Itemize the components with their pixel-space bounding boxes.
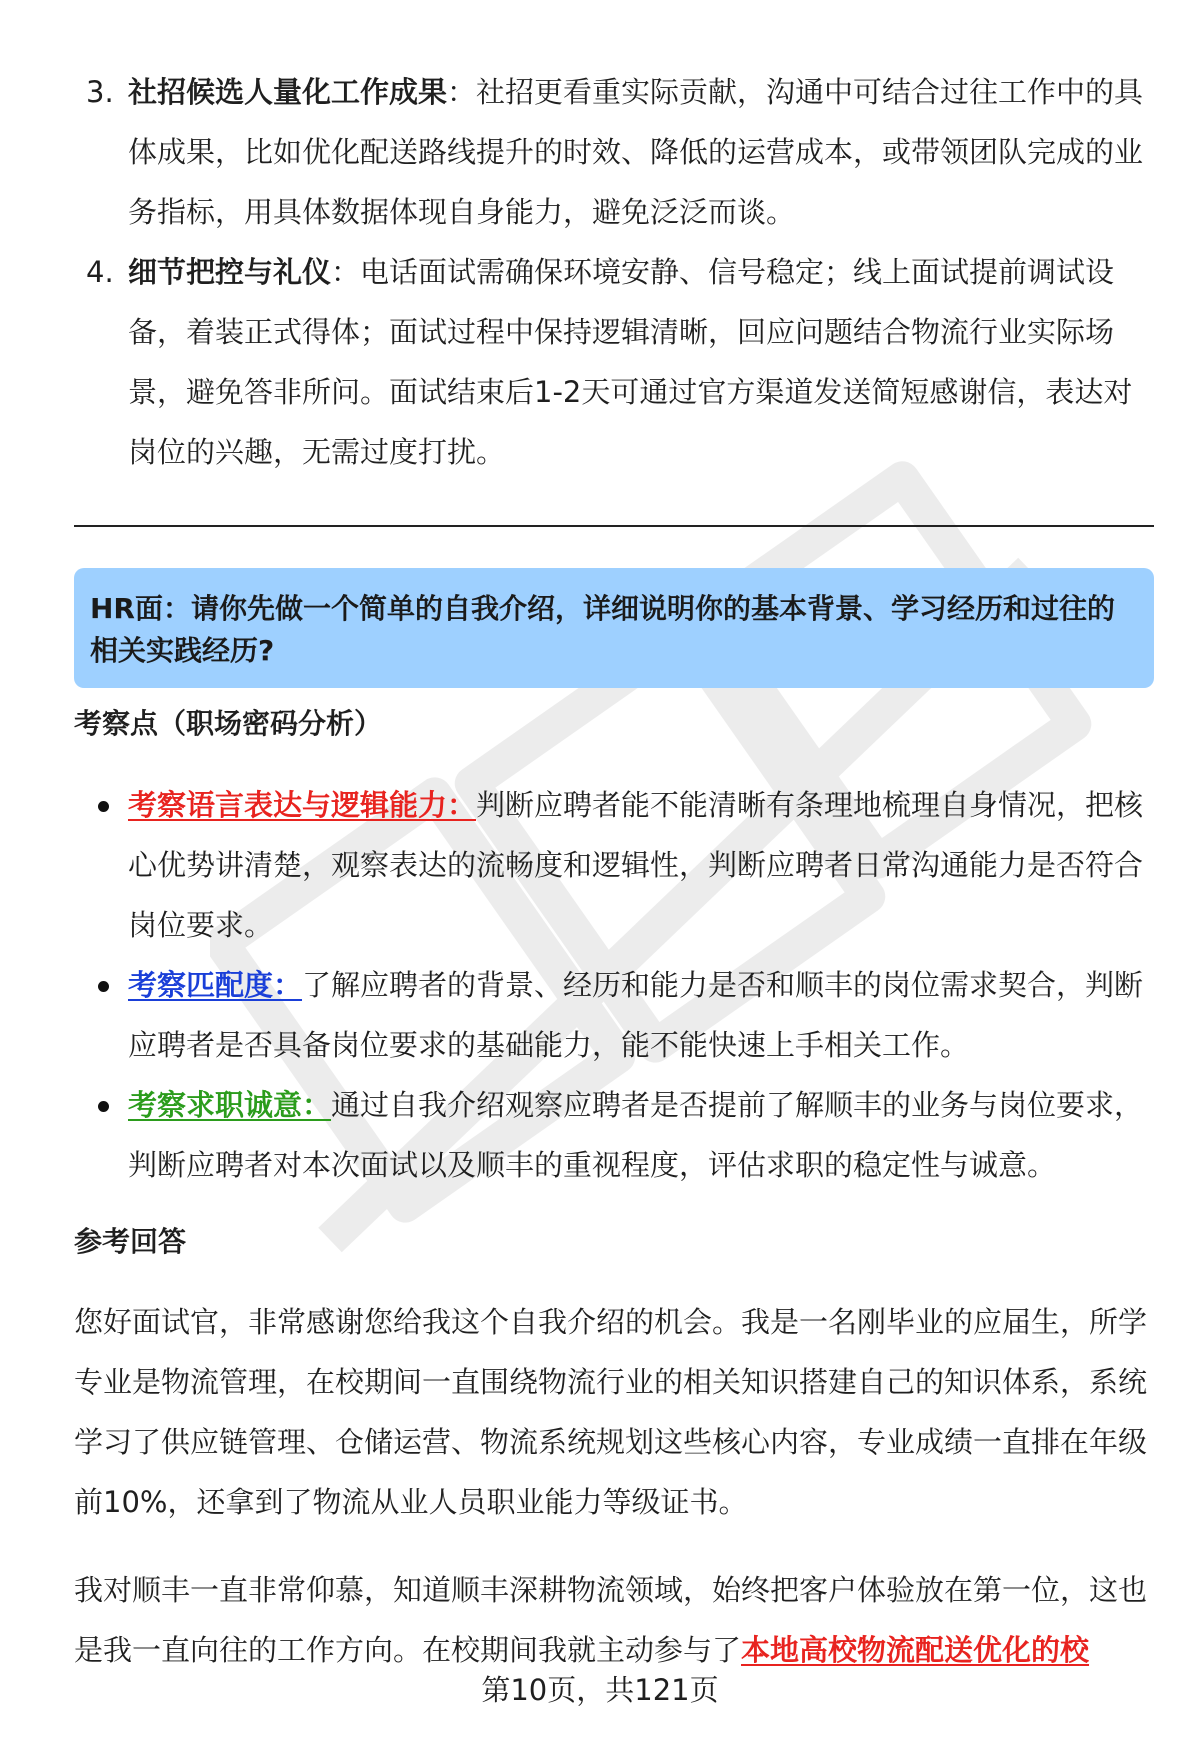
focus-point-match	[74, 955, 1154, 1075]
section-divider	[74, 525, 1154, 527]
item-title: 社招候选人量化工作成果	[128, 75, 448, 109]
answer-paragraph-2	[74, 1560, 1154, 1680]
item-title: 细节把控与礼仪	[128, 255, 332, 289]
focus-point-text: 判断应聘者能不能清晰有条理地梳理自身情况，把核心优势讲清楚，观察表达的流畅度和逻辑性，判断应聘者日常沟通能力是否符合岗位要求。	[128, 788, 1144, 942]
focus-point-label: 考察求职诚意：	[128, 1088, 332, 1122]
page-number: 第10页，共121页	[481, 1673, 719, 1707]
numbered-item-3	[74, 62, 1154, 242]
focus-heading: 考察点（职场密码分析）	[74, 707, 383, 740]
focus-point-text: 了解应聘者的背景、经历和能力是否和顺丰的岗位需求契合，判断应聘者是否具备岗位要求的基础能力，能不能快速上手相关工作。	[128, 968, 1144, 1062]
item-text: 电话面试需确保环境安静、信号稳定；线上面试提前调试设备，着装正式得体；面试过程中保持逻辑清晰，回应问题结合物流行业实际场景，避免答非所问。面试结束后1-2天可通过官方渠道发送简短感谢信，表达对岗位的兴趣，无需过度打扰。	[128, 255, 1133, 469]
focus-point-sincerity	[74, 1075, 1154, 1195]
answer-paragraph-1: 您好面试官，非常感谢您给我这个自我介绍的机会。我是一名刚毕业的应届生，所学专业是物流管理，在校期间一直围绕物流行业的相关知识搭建自己的知识体系，系统学习了供应链管理、仓储运营、物流系统规划这些核心内容，专业成绩一直排在年级前10%，还拿到了物流从业人员职业能力等级证书。	[74, 1305, 1148, 1519]
question-box	[74, 568, 1154, 688]
numbered-item-4	[74, 242, 1154, 482]
item-number: 3.	[86, 75, 114, 109]
answer-highlight: 本地高校物流配送优化的校	[741, 1633, 1090, 1667]
item-text: 社招更看重实际贡献，沟通中可结合过往工作中的具体成果，比如优化配送路线提升的时效、降低的运营成本，或带领团队完成的业务指标，用具体数据体现自身能力，避免泛泛而谈。	[128, 75, 1144, 229]
bullet-dot	[98, 981, 109, 992]
numbered-list	[74, 62, 1154, 482]
bullet-dot	[98, 801, 109, 812]
item-separator: ：	[331, 255, 361, 289]
item-separator: ：	[447, 75, 477, 109]
question-text: HR面：请你先做一个简单的自我介绍，详细说明你的基本背景、学习经历和过往的相关实践经历?	[90, 592, 1115, 667]
item-number: 4.	[86, 255, 114, 289]
focus-point-label: 考察语言表达与逻辑能力：	[128, 788, 477, 822]
focus-point-text: 通过自我介绍观察应聘者是否提前了解顺丰的业务与岗位要求，判断应聘者对本次面试以及顺丰的重视程度，评估求职的稳定性与诚意。	[128, 1088, 1144, 1182]
answer-paragraph-2-text: 我对顺丰一直非常仰慕，知道顺丰深耕物流领域，始终把客户体验放在第一位，这也是我一直向往的工作方向。在校期间我就主动参与了	[74, 1573, 1148, 1667]
answer-heading: 参考回答	[74, 1225, 187, 1258]
focus-point-language	[74, 775, 1154, 955]
bullet-dot	[98, 1101, 109, 1112]
focus-point-label: 考察匹配度：	[128, 968, 303, 1002]
focus-points-list	[74, 775, 1154, 1195]
